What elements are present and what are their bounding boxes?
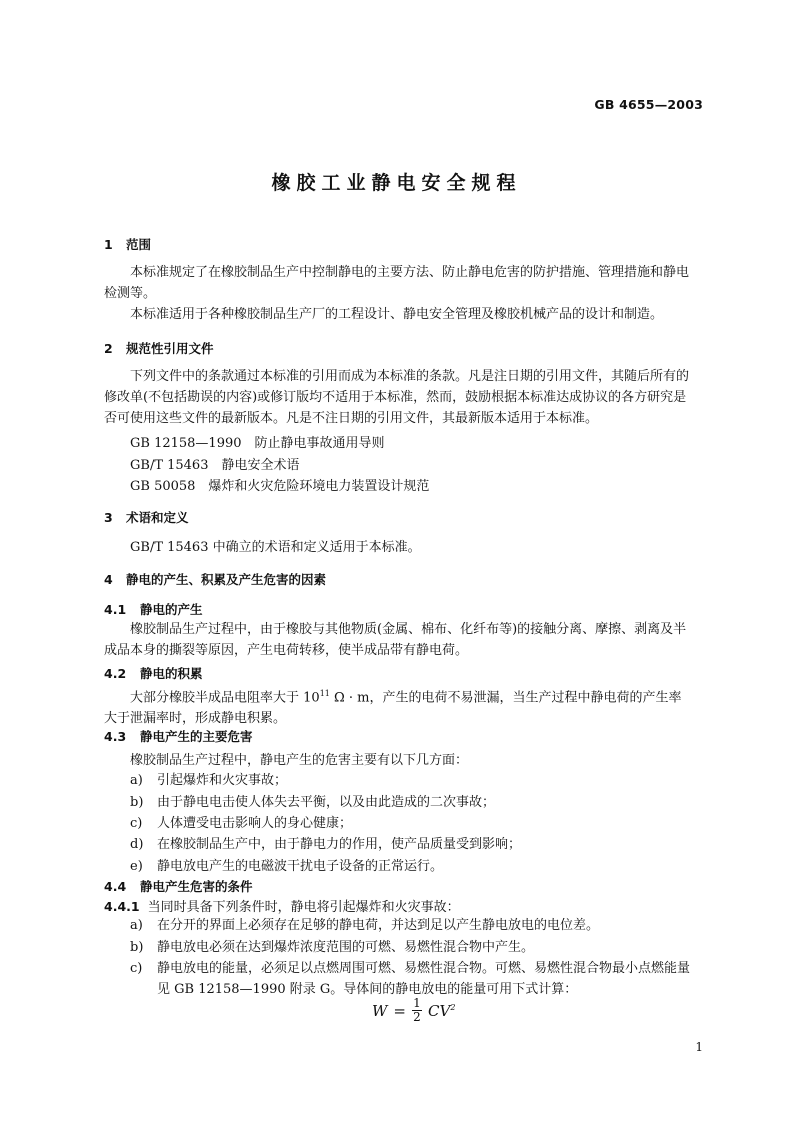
section-title: 静电的产生、积累及产生危害的因素: [126, 572, 327, 587]
resistivity-text-b: Ω · m，产生的电荷不易泄漏，当生产过程中静电荷的产生率大于泄漏率时，形成静电积累。: [104, 690, 682, 727]
list-item-label: b): [130, 795, 144, 810]
list-item-label: a): [130, 918, 143, 933]
subsection-4-1-heading: [104, 600, 203, 618]
subsection-number: 4.4: [104, 879, 127, 894]
section-3-heading: [104, 508, 189, 526]
list-item: [130, 813, 692, 834]
section-2-heading: [104, 339, 214, 357]
clause-4-4-1: [104, 896, 460, 915]
reference-item: GB/T 15463 静电安全术语: [130, 458, 300, 473]
subsection-number: 4.1: [104, 602, 127, 617]
section-1-heading: [104, 235, 151, 253]
standard-code: GB 4655—2003: [594, 97, 703, 112]
section-2-paragraph-1: 下列文件中的条款通过本标准的引用而成为本标准的条款。凡是注日期的引用文件，其随后所有的修改单(不包括勘误的内容)或修订版均不适用于本标准，然而，鼓励根据本标准达成协议的各方研究是否可使用这些文件的最新版本。凡是不注日期的引用文件，其最新版本适用于本标准。: [104, 369, 690, 426]
list-item: [130, 792, 692, 813]
subsection-number: 4.2: [104, 666, 127, 681]
list-item-text: 在分开的界面上必须存在足够的静电荷，并达到足以产生静电放电的电位差。: [157, 918, 600, 933]
section-title: 规范性引用文件: [126, 341, 214, 356]
page-number: 1: [695, 1040, 703, 1054]
subsection-4-3-heading: [104, 727, 253, 745]
subsection-4-2-heading: [104, 664, 203, 682]
formula-fraction: [412, 997, 422, 1024]
subsection-title: 静电产生危害的条件: [140, 879, 253, 894]
list-item-text: 引起爆炸和火灾事故；: [157, 773, 288, 788]
list-item-label: c): [130, 816, 143, 831]
subsection-number: 4.3: [104, 729, 127, 744]
section-title: 范围: [126, 237, 152, 252]
list-item-text: 由于静电电击使人体失去平衡，以及由此造成的二次事故；: [157, 795, 496, 810]
list-item-label: b): [130, 940, 144, 955]
section-number: 3: [104, 510, 113, 525]
subsection-title: 静电的产生: [140, 602, 203, 617]
section-number: 4: [104, 572, 113, 587]
list-item: [130, 937, 692, 958]
reference-item: GB 50058 爆炸和火灾危险环境电力装置设计规范: [130, 479, 430, 494]
subsection-4-4-heading: [104, 877, 253, 895]
resistivity-text-a: 大部分橡胶半成品电阻率大于 10: [130, 690, 320, 706]
fraction-denominator: 2: [413, 1010, 421, 1024]
list-item-label: c): [130, 961, 143, 976]
formula-equals: =: [393, 1001, 406, 1020]
subsection-4-1-paragraph: 橡胶制品生产过程中，由于橡胶与其他物质(金属、棉布、化纤布等)的接触分离、摩擦、剥离及半成品本身的撕裂等原因，产生电荷转移，使半成品带有静电荷。: [104, 622, 687, 658]
list-item-label: a): [130, 773, 143, 788]
formula-exponent: 2: [450, 1002, 456, 1012]
formula-rhs-base: CV: [428, 1001, 451, 1020]
subsection-4-2-paragraph: [104, 683, 692, 729]
section-1-paragraph-2: 本标准适用于各种橡胶制品生产厂的工程设计、静电安全管理及橡胶机械产品的设计和制造。: [130, 307, 664, 322]
list-item: [130, 770, 692, 791]
formula-lhs: W: [372, 1001, 388, 1020]
list-item-text: 人体遭受电击影响人的身心健康；: [157, 816, 353, 831]
section-3-paragraph-1: GB/T 15463 中确立的术语和定义适用于本标准。: [130, 540, 421, 555]
section-number: 1: [104, 237, 113, 252]
list-item-text: 在橡胶制品生产中，由于静电力的作用，使产品质量受到影响；: [157, 837, 522, 852]
section-title: 术语和定义: [126, 510, 189, 525]
list-item: [130, 834, 692, 855]
resistivity-exponent: 11: [319, 689, 330, 698]
list-item: [130, 856, 692, 877]
section-number: 2: [104, 341, 113, 356]
list-item-text: 静电放电产生的电磁波干扰电子设备的正常运行。: [157, 859, 444, 874]
reference-item: GB 12158—1990 防止静电事故通用导则: [130, 436, 385, 451]
subsection-4-3-intro: 橡胶制品生产过程中，静电产生的危害主要有以下几方面：: [130, 753, 469, 768]
clause-text: 当同时具备下列条件时，静电将引起爆炸和火灾事故：: [147, 900, 460, 915]
document-title: 橡胶工业静电安全规程: [271, 172, 522, 194]
list-item: [130, 958, 692, 1000]
energy-formula: [372, 997, 455, 1024]
clause-number: 4.4.1: [104, 899, 140, 914]
list-item-text: 静电放电必须在达到爆炸浓度范围的可燃、易燃性混合物中产生。: [157, 940, 535, 955]
list-item: [130, 915, 692, 936]
section-1-paragraph-1: 本标准规定了在橡胶制品生产中控制静电的主要方法、防止静电危害的防护措施、管理措施和静电检测等。: [104, 265, 690, 301]
formula-rhs: [428, 1002, 455, 1020]
list-item-label: d): [130, 837, 144, 852]
subsection-title: 静电产生的主要危害: [140, 729, 253, 744]
list-item-text: 静电放电的能量，必须足以点燃周围可燃、易燃性混合物。可燃、易燃性混合物最小点燃能量见 GB 12158—1990 附录 G。导体间的静电放电的能量可用下式计算：: [157, 961, 691, 997]
fraction-numerator: 1: [413, 996, 421, 1010]
section-4-heading: [104, 570, 326, 588]
subsection-title: 静电的积累: [140, 666, 203, 681]
list-item-label: e): [130, 859, 143, 874]
